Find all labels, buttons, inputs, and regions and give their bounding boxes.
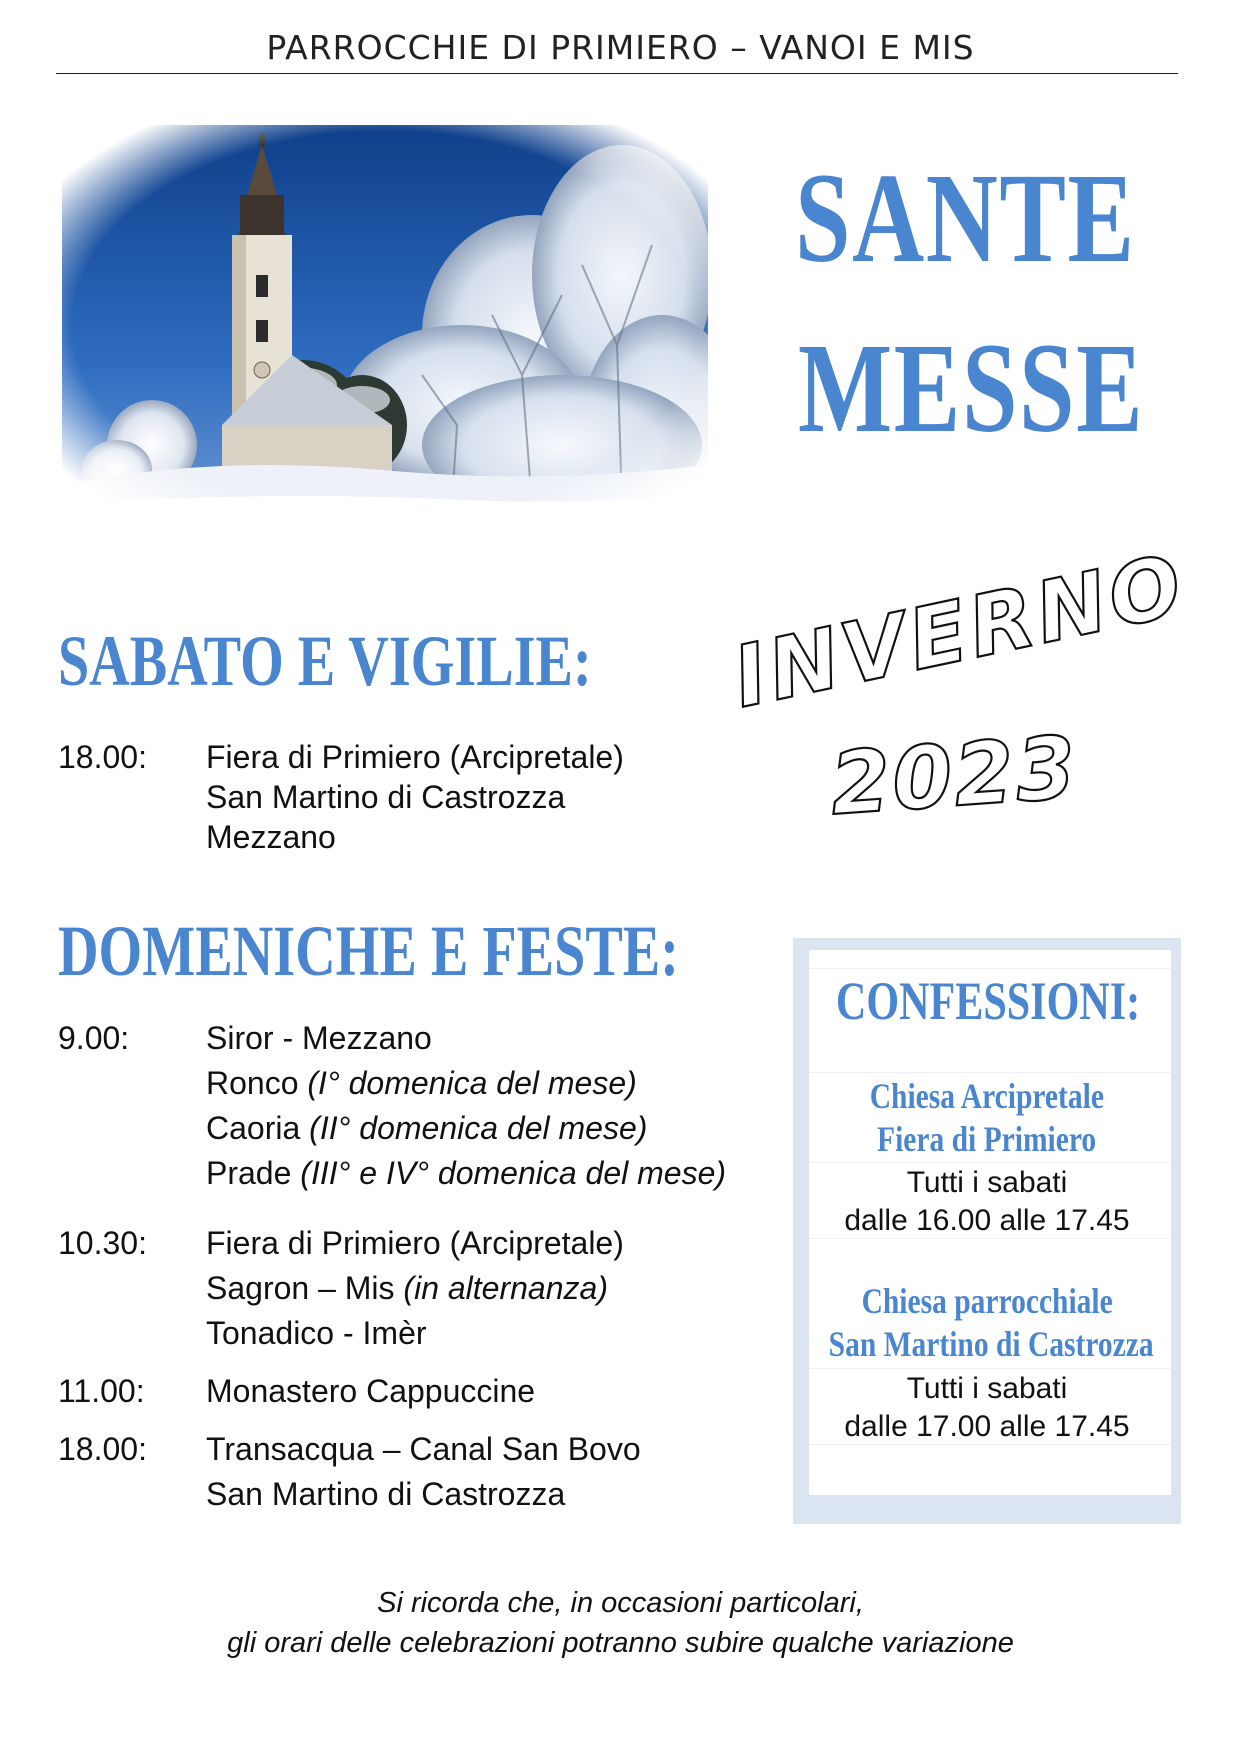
church1-name-line2: Fiera di Primiero (877, 1119, 1097, 1159)
place-sagron-mis: Sagron – Mis (in alternanza) (206, 1270, 608, 1306)
sabato-time: 18.00: (58, 739, 147, 775)
footer-line-2: gli orari delle celebrazioni potranno subire qualche variazione (227, 1627, 1014, 1659)
title-sante: SANTE (795, 147, 1136, 289)
place-san-martino: San Martino di Castrozza (206, 1476, 566, 1512)
footer-line-1: Si ricorda che, in occasioni particolari, (377, 1587, 864, 1619)
time-900: 9.00: (58, 1020, 130, 1056)
church1-info-line1: Tutti i sabati (906, 1166, 1068, 1199)
place-monastero: Monastero Cappuccine (206, 1373, 536, 1409)
parish-header: PARROCCHIE DI PRIMIERO – VANOI E MIS (266, 28, 975, 67)
church2-info-line2: dalle 17.00 alle 17.45 (844, 1410, 1130, 1443)
place-prade: Prade (III° e IV° domenica del mese) (206, 1155, 727, 1191)
church1-name-line1: Chiesa Arcipretale (869, 1076, 1105, 1116)
inverno-text: INVERNO (725, 535, 1194, 727)
church1-info-line2: dalle 16.00 alle 17.45 (844, 1204, 1130, 1237)
confessioni-title: CONFESSIONI: (835, 971, 1141, 1031)
sabato-place-3: Mezzano (206, 819, 336, 855)
footer-note (0, 1583, 1241, 1663)
domeniche-schedule (0, 1016, 800, 1516)
sabato-place-1: Fiera di Primiero (Arcipretale) (206, 739, 624, 775)
time-1100: 11.00: (58, 1373, 145, 1409)
place-fiera-arcipretale: Fiera di Primiero (Arcipretale) (206, 1225, 624, 1261)
place-tonadico-imer: Tonadico - Imèr (206, 1315, 427, 1351)
winter-church-photo (62, 125, 708, 525)
time-1800: 18.00: (58, 1431, 147, 1467)
place-ronco: Ronco (I° domenica del mese) (206, 1065, 637, 1101)
church2-info-line1: Tutti i sabati (906, 1372, 1068, 1405)
place-siror-mezzano: Siror - Mezzano (206, 1020, 432, 1056)
church2-name-line2: San Martino di Castrozza (828, 1324, 1154, 1364)
title-messe: MESSE (798, 317, 1145, 459)
year-text: 2023 (827, 717, 1081, 835)
sabato-schedule (0, 735, 800, 875)
sabato-place-2: San Martino di Castrozza (206, 779, 566, 815)
church2-name-line1: Chiesa parrocchiale (861, 1281, 1113, 1321)
header-divider (56, 73, 1178, 74)
time-1030: 10.30: (58, 1225, 147, 1261)
place-transacqua: Transacqua – Canal San Bovo (206, 1431, 641, 1467)
place-caoria: Caoria (II° domenica del mese) (206, 1110, 648, 1146)
heading-sabato-vigilie: SABATO E VIGILIE: (58, 621, 592, 701)
heading-domeniche-feste: DOMENICHE E FESTE: (58, 911, 679, 991)
